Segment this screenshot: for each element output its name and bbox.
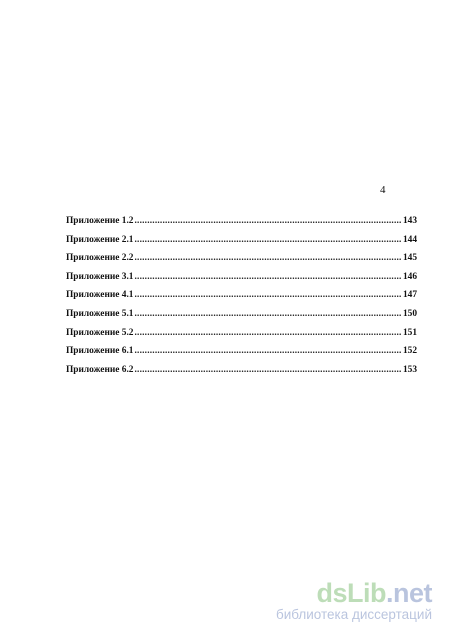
toc-entry-page: 152 (402, 346, 417, 357)
toc-entry-page: 147 (402, 290, 417, 301)
toc-leader-dots (134, 272, 401, 282)
toc-entry-page: 146 (402, 271, 417, 282)
watermark-logo-lib: Lib (346, 578, 386, 608)
toc-entry (66, 365, 417, 384)
toc-entry-label: Приложение 2.2 (66, 253, 134, 264)
page-number: 4 (380, 184, 386, 196)
watermark-logo (276, 579, 432, 607)
watermark-logo-net: .net (385, 578, 432, 608)
toc-entry-label: Приложение 4.1 (66, 290, 134, 301)
toc-entry-label: Приложение 5.1 (66, 308, 134, 319)
dslib-watermark (276, 579, 432, 622)
toc-leader-dots (134, 365, 401, 375)
table-of-contents (66, 216, 417, 383)
toc-entry-page: 145 (402, 253, 417, 264)
toc-entry-label: Приложение 2.1 (66, 234, 134, 245)
toc-entry-label: Приложение 6.2 (66, 364, 134, 375)
toc-leader-dots (134, 328, 401, 338)
toc-entry-page: 143 (402, 216, 417, 226)
toc-leader-dots (134, 309, 401, 319)
toc-entry-label: Приложение 6.1 (66, 346, 134, 357)
watermark-subtitle: библиотека диссертаций (275, 607, 432, 622)
toc-leader-dots (134, 216, 401, 226)
toc-leader-dots (134, 253, 401, 263)
toc-leader-dots (134, 235, 401, 245)
toc-leader-dots (134, 346, 401, 356)
toc-entry-page: 150 (402, 308, 417, 319)
toc-entry (66, 235, 417, 254)
toc-entry-label: Приложение 5.2 (66, 327, 134, 338)
toc-entry (66, 216, 417, 235)
toc-leader-dots (134, 290, 401, 300)
toc-entry (66, 346, 417, 365)
toc-entry-label: Приложение 3.1 (66, 271, 134, 282)
toc-entry (66, 328, 417, 347)
toc-entry (66, 309, 417, 328)
toc-entry (66, 253, 417, 272)
toc-entry-page: 153 (402, 364, 417, 375)
toc-entry-page: 144 (402, 234, 417, 245)
toc-entry (66, 272, 417, 291)
toc-entry-label: Приложение 1.2 (66, 216, 134, 226)
toc-entry (66, 290, 417, 309)
watermark-logo-ds: ds (316, 578, 347, 608)
toc-entry-page: 151 (402, 327, 417, 338)
